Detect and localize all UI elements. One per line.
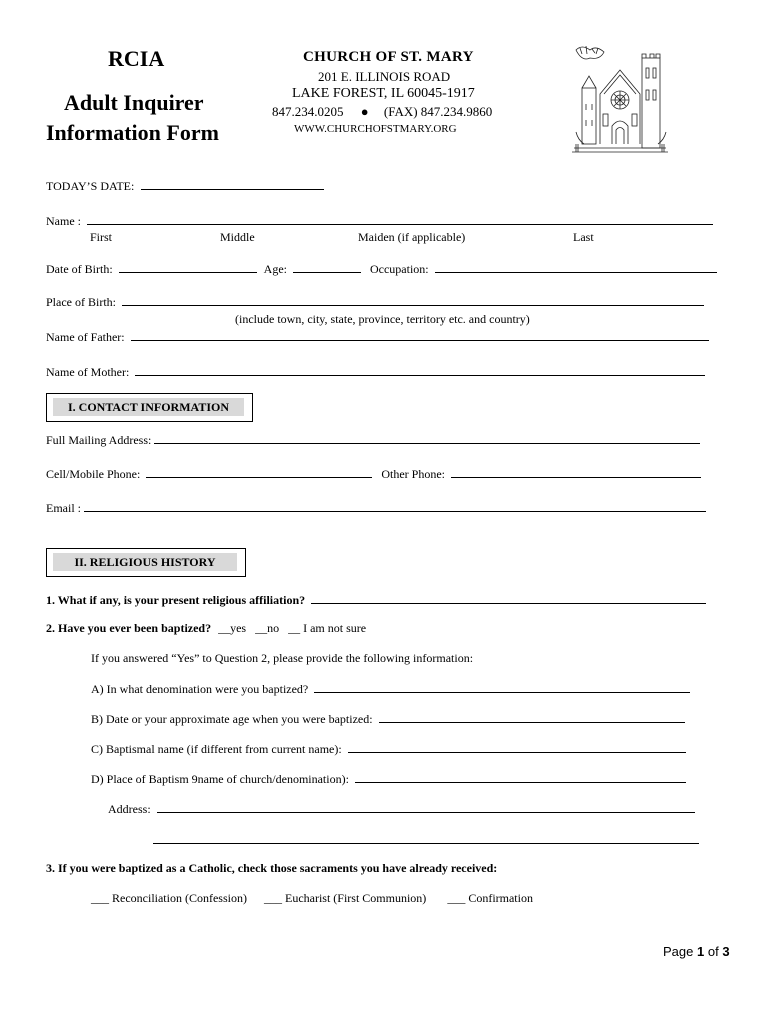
church-phone-line xyxy=(272,104,492,120)
bullet-icon: ● xyxy=(360,104,369,119)
q1-label: 1. What if any, is your present religious affiliation? xyxy=(46,593,306,607)
q2c-row xyxy=(91,741,686,757)
q1-row xyxy=(46,592,706,608)
todays-date-field[interactable] xyxy=(141,178,324,190)
q2b-row xyxy=(91,711,685,727)
todays-date-row xyxy=(46,178,324,194)
page-number xyxy=(663,944,730,959)
occupation-field[interactable] xyxy=(435,261,717,273)
church-website: WWW.CHURCHOFSTMARY.ORG xyxy=(294,123,457,135)
pob-field[interactable] xyxy=(122,294,704,306)
pob-label: Place of Birth: xyxy=(46,295,116,309)
q2-option-no[interactable]: __no xyxy=(255,621,280,635)
name-label: Name : xyxy=(46,214,81,228)
form-title-line-2: Information Form xyxy=(46,120,219,145)
name-part-maiden: Maiden (if applicable) xyxy=(358,230,466,244)
sacrament-row xyxy=(91,891,533,906)
dob-row xyxy=(46,261,717,277)
father-row xyxy=(46,329,709,345)
q2a-row xyxy=(91,681,690,697)
pob-row xyxy=(46,294,704,310)
page-current: 1 xyxy=(697,944,705,959)
sacrament-eucharist[interactable]: ___ Eucharist (First Communion) xyxy=(263,891,427,905)
q2-option-yes[interactable]: __yes xyxy=(218,621,247,635)
pob-hint: (include town, city, state, province, territory etc. and country) xyxy=(235,312,530,326)
q2-label: 2. Have you ever been baptized? xyxy=(46,621,212,635)
mother-field[interactable] xyxy=(135,364,705,376)
q2a-field[interactable] xyxy=(314,681,690,693)
todays-date-label: TODAY’S DATE: xyxy=(46,179,135,193)
section-religious-title: II. RELIGIOUS HISTORY xyxy=(53,553,237,571)
q2-instruction: If you answered “Yes” to Question 2, please provide the following information: xyxy=(91,651,474,665)
dob-label: Date of Birth: xyxy=(46,262,113,276)
father-field[interactable] xyxy=(131,329,709,341)
page-of: of xyxy=(707,944,719,959)
q2-row xyxy=(46,621,366,636)
name-part-middle: Middle xyxy=(220,230,255,244)
baptism-address-field[interactable] xyxy=(157,801,695,813)
q2c-field[interactable] xyxy=(348,741,686,753)
age-field[interactable] xyxy=(293,261,361,273)
baptism-address-label: Address: xyxy=(108,802,151,816)
q2d-label: D) Place of Baptism 9name of church/denomination): xyxy=(91,772,349,786)
q2d-row xyxy=(91,771,686,787)
church-address-1: 201 E. ILLINOIS ROAD xyxy=(318,69,451,84)
name-part-first: First xyxy=(90,230,113,244)
mother-label: Name of Mother: xyxy=(46,365,130,379)
page-word: Page xyxy=(663,944,694,959)
form-title-line-1: Adult Inquirer xyxy=(64,90,204,115)
name-row xyxy=(46,213,713,229)
email-row xyxy=(46,500,706,516)
name-part-last: Last xyxy=(573,230,594,244)
dob-field[interactable] xyxy=(119,261,257,273)
age-label: Age: xyxy=(263,262,287,276)
q2b-label: B) Date or your approximate age when you were baptized: xyxy=(91,712,373,726)
church-address-2: LAKE FOREST, IL 60045-1917 xyxy=(292,86,475,101)
program-title: RCIA xyxy=(108,46,165,71)
baptism-address-row xyxy=(108,801,695,817)
page-total: 3 xyxy=(722,944,730,959)
q2a-label: A) In what denomination were you baptized? xyxy=(91,682,309,696)
mailing-field[interactable] xyxy=(154,432,700,444)
q2b-field[interactable] xyxy=(379,711,685,723)
mailing-row xyxy=(46,432,700,448)
sacrament-confirmation[interactable]: ___ Confirmation xyxy=(447,891,533,905)
q2-option-unsure[interactable]: __ I am not sure xyxy=(288,621,367,635)
father-label: Name of Father: xyxy=(46,330,125,344)
other-phone-label: Other Phone: xyxy=(381,467,445,481)
baptism-address-field-2[interactable] xyxy=(153,832,699,844)
q3-label: 3. If you were baptized as a Catholic, check those sacraments you have already received: xyxy=(46,861,498,875)
section-contact-header xyxy=(46,393,253,422)
other-phone-field[interactable] xyxy=(451,466,701,478)
email-label: Email : xyxy=(46,501,81,515)
cell-phone-label: Cell/Mobile Phone: xyxy=(46,467,141,481)
church-fax: (FAX) 847.234.9860 xyxy=(383,104,493,119)
mother-row xyxy=(46,364,705,380)
church-phone: 847.234.0205 xyxy=(272,104,344,119)
church-sketch-image xyxy=(572,44,668,156)
name-field[interactable] xyxy=(87,213,713,225)
sacrament-reconciliation[interactable]: ___ Reconciliation (Confession) xyxy=(91,891,247,905)
cell-phone-field[interactable] xyxy=(146,466,372,478)
mailing-label: Full Mailing Address: xyxy=(46,433,152,447)
occupation-label: Occupation: xyxy=(369,262,429,276)
q2d-field[interactable] xyxy=(355,771,686,783)
section-religious-header xyxy=(46,548,246,577)
q1-field[interactable] xyxy=(311,592,706,604)
q2c-label: C) Baptismal name (if different from current name): xyxy=(91,742,342,756)
phone-row xyxy=(46,466,701,482)
church-name: CHURCH OF ST. MARY xyxy=(303,49,474,65)
email-field[interactable] xyxy=(84,500,706,512)
section-contact-title: I. CONTACT INFORMATION xyxy=(53,398,244,416)
